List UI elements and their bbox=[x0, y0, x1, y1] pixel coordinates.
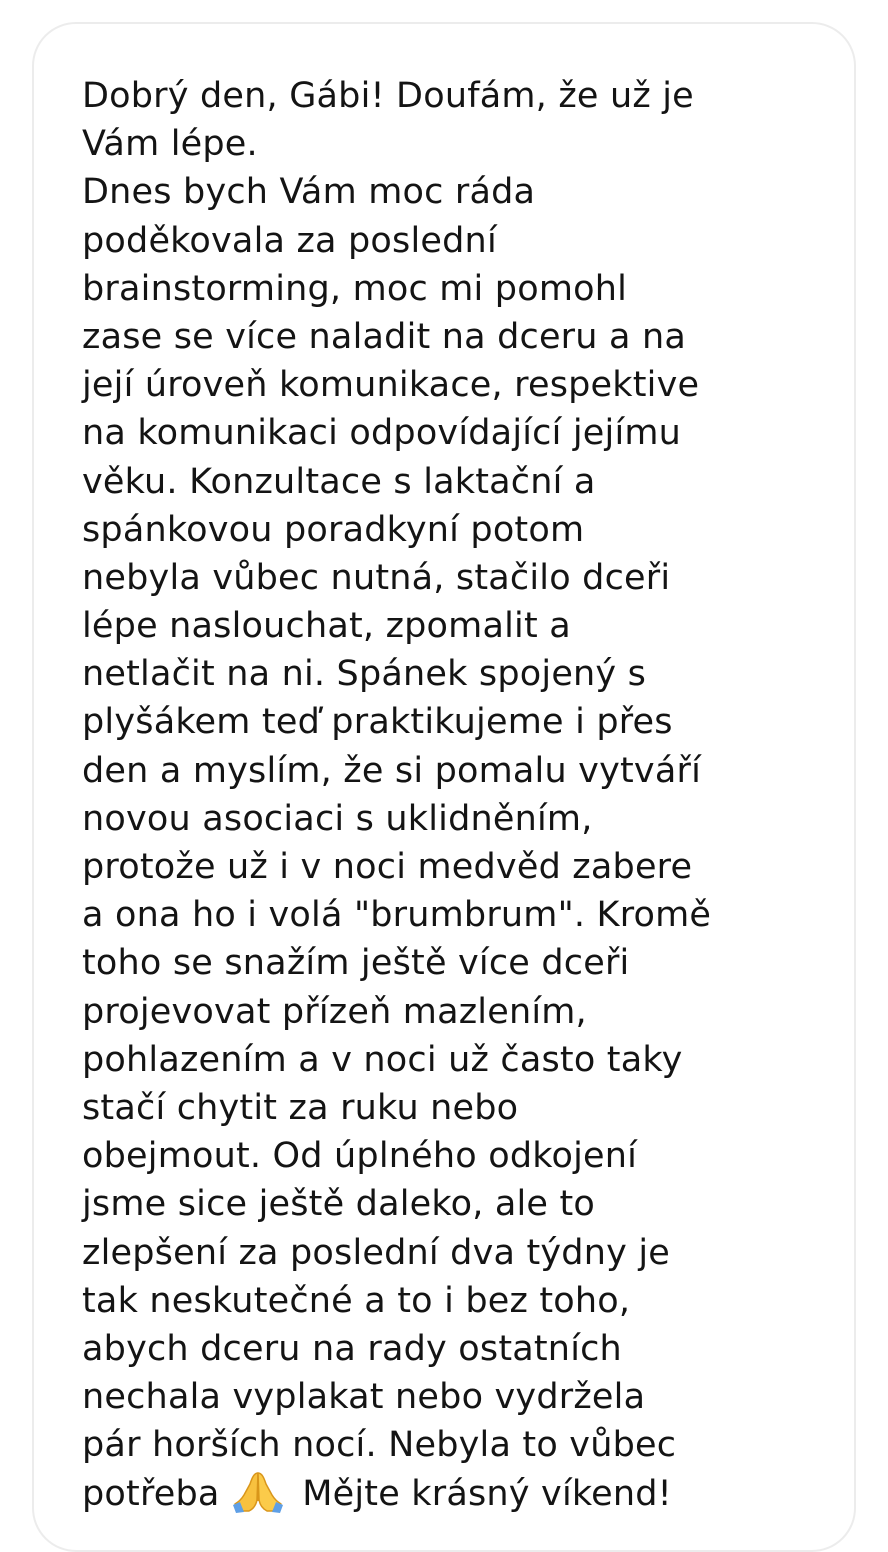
message-last-end: Mějte krásný víkend! bbox=[302, 1474, 672, 1515]
message-line: projevovat přízeň mazlením, bbox=[82, 991, 587, 1032]
message-line-last bbox=[82, 1469, 822, 1517]
message-line: Dobrý den, Gábi! Doufám, že už je bbox=[82, 76, 694, 116]
message-line: poděkovala za poslední bbox=[82, 220, 497, 261]
message-line: věku. Konzultace s laktační a bbox=[82, 461, 596, 502]
message-line: abych dceru na rady ostatních bbox=[82, 1328, 622, 1369]
message-line: nebyla vůbec nutná, stačilo dceři bbox=[82, 557, 671, 598]
message-line: pohlazením a v noci už často taky bbox=[82, 1039, 683, 1080]
message-line: nechala vyplakat nebo vydržela bbox=[82, 1377, 646, 1418]
message-line: stačí chytit za ruku nebo bbox=[82, 1087, 519, 1128]
message-line: na komunikaci odpovídající jejímu bbox=[82, 413, 682, 454]
message-line: den a myslím, že si pomalu vytváří bbox=[82, 750, 702, 791]
message-line: pár horších nocí. Nebyla to vůbec bbox=[82, 1425, 677, 1466]
folded-hands-icon bbox=[231, 1469, 285, 1513]
message-line: plyšákem teď praktikujeme i přes bbox=[82, 702, 673, 743]
message-line: jsme sice ještě daleko, ale to bbox=[82, 1184, 596, 1225]
message-line: její úroveň komunikace, respektive bbox=[82, 365, 700, 406]
message-line: Vám lépe. bbox=[82, 124, 258, 165]
message-line: netlačit na ni. Spánek spojený s bbox=[82, 654, 647, 695]
message-line: obejmout. Od úplného odkojení bbox=[82, 1136, 638, 1177]
message-line: toho se snažím ještě více dceři bbox=[82, 943, 630, 984]
message-text bbox=[82, 72, 822, 1518]
message-line: zlepšení za poslední dva týdny je bbox=[82, 1232, 670, 1273]
message-line: tak neskutečné a to i bez toho, bbox=[82, 1280, 631, 1321]
message-last-start: potřeba bbox=[82, 1474, 220, 1515]
message-line: a ona ho i volá "brumbrum". Kromě bbox=[82, 895, 712, 936]
message-line: protože už i v noci medvěd zabere bbox=[82, 847, 693, 887]
message-line: novou asociaci s uklidněním, bbox=[82, 798, 593, 839]
message-line: spánkovou poradkyní potom bbox=[82, 509, 585, 550]
message-line: brainstorming, moc mi pomohl bbox=[82, 268, 628, 309]
message-line: zase se více naladit na dceru a na bbox=[82, 316, 686, 357]
message-line: Dnes bych Vám moc ráda bbox=[82, 172, 536, 213]
message-line: lépe naslouchat, zpomalit a bbox=[82, 606, 571, 647]
